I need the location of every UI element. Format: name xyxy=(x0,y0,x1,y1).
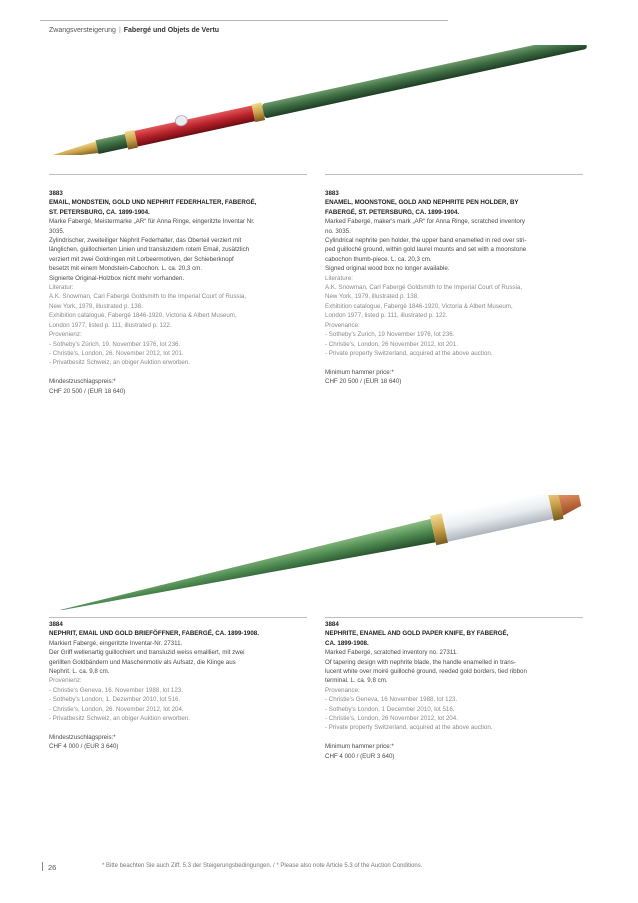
literature-line: Literature: xyxy=(325,274,353,282)
provenance-line: - Private property Switzerland, acquired at the above auction. xyxy=(325,724,493,732)
lot-number: 3884 xyxy=(325,621,339,628)
header-separator: | xyxy=(118,27,121,34)
lot-rule xyxy=(325,617,583,618)
pen-nib xyxy=(40,141,98,155)
provenance-line: - Sotheby's London, 1. Dezember 2010, lot 516. xyxy=(49,696,181,704)
pen-enamel-band xyxy=(134,105,255,146)
lot-title: NEPHRITE, ENAMEL AND GOLD PAPER KNIFE, BY FABERGÉ, xyxy=(325,630,509,638)
lot-title: CA. 1899-1908. xyxy=(325,639,369,647)
provenance-line: - Christie's, London, 26. November 2012, lot 204. xyxy=(49,705,184,713)
provenance-line: - Private property Switzerland, acquired at the above auction. xyxy=(325,349,493,357)
knife-nephrite-blade xyxy=(49,519,435,610)
description-line: länglichen, guillochierten Linien und transluzidem rotem Email, zusätzlich xyxy=(49,246,250,254)
description-line: terminal. L. ca. 9,8 cm. xyxy=(325,677,388,685)
lot-number: 3884 xyxy=(49,621,63,628)
lot-3884-de xyxy=(49,620,311,752)
provenance-line: - Privatbesitz Schweiz, an obiger Auktion erworben. xyxy=(49,715,191,723)
paper-knife-image xyxy=(40,495,590,610)
provenance-line: - Christie's Geneva, 16. November 1988, lot 123. xyxy=(49,686,183,694)
description-line: Of tapering design with nephrite blade, the handle enamelled in trans- xyxy=(325,658,516,666)
literature-line: Exhibition catalogue, Fabergé 1846-1920, Victoria & Albert Museum, xyxy=(49,312,237,320)
provenance-line: Provenienz: xyxy=(49,677,82,685)
page-number xyxy=(42,862,56,872)
lot-title: ST. PETERSBURG, CA. 1899-1904. xyxy=(49,208,150,216)
price-value: CHF 4 000 / (EUR 3 640) xyxy=(49,743,119,751)
description-line: verziert mit zwei Goldringen mit Lorbeermotiven, der Schieberknopf xyxy=(49,255,234,263)
lot-rule xyxy=(325,174,583,175)
lot-3883-en xyxy=(325,189,587,387)
lot-title: ENAMEL, MOONSTONE, GOLD AND NEPHRITE PEN HOLDER, BY xyxy=(325,199,519,207)
literature-line: New York, 1979, illustrated p. 138. xyxy=(325,293,419,301)
lot-rule xyxy=(49,617,307,618)
literature-line: London 1977, listed p. 111, illustrated p. 122. xyxy=(325,312,448,320)
knife-enamel-handle xyxy=(442,495,553,542)
page-number-text: 26 xyxy=(48,863,57,872)
lot-title: EMAIL, MONDSTEIN, GOLD UND NEPHRIT FEDERHALTER, FABERGÉ, xyxy=(49,199,257,207)
description-line: ped guilloché ground, within gold laurel mounts and set with a moonstone xyxy=(325,246,527,254)
description-line: Marke Fabergé, Meistermarke „AR“ für Anna Ringe, eingeritzte Inventar Nr. xyxy=(49,218,255,226)
provenance-line: - Christie's, London, 26 November 2012, lot 201. xyxy=(325,340,458,348)
description-line: Der Griff wellenartig guillochiert und transluzid weiss emailliert, mit zwei xyxy=(49,649,245,657)
price-label: Minimum hammer price:* xyxy=(325,743,394,751)
price-value: CHF 20 500 / (EUR 18 640) xyxy=(325,378,402,386)
footer-note: * Bitte beachten Sie auch Ziff. 5.3 der Steigerungsbedingungen. / * Please also note Article 5.3 of the Auction Conditions. xyxy=(102,863,423,869)
literature-line: London 1977, listed p. 111, illustrated p. 122. xyxy=(49,321,172,329)
provenance-line: Provenienz: xyxy=(49,331,82,339)
pen-nephrite-barrel xyxy=(262,45,588,119)
description-line: Nephrit. L. ca. 9,8 cm. xyxy=(49,668,110,676)
price-label: Mindestzuschlagspreis:* xyxy=(49,378,116,386)
literature-line: Exhibition catalogue, Fabergé 1846-1920, Victoria & Albert Museum, xyxy=(325,302,513,310)
description-line: Marked Fabergé, scratched inventory no. 27311. xyxy=(325,649,458,657)
header-section: Zwangsversteigerung xyxy=(49,27,116,34)
provenance-line: - Christie's, London, 26 November 2012, lot 204. xyxy=(325,715,458,723)
header-category: Fabergé und Objets de Vertu xyxy=(123,27,220,34)
description-line: cabochon thumb-piece. L. ca. 20,3 cm. xyxy=(325,255,432,263)
literature-line: Literatur: xyxy=(49,284,74,292)
description-line: Markiert Fabergé, eingeritzte Inventar-Nr. 27311. xyxy=(49,639,183,647)
description-line: no. 3035. xyxy=(325,227,351,235)
page-header xyxy=(49,27,219,34)
description-line: besetzt mit einem Mondstein-Cabochon. L. ca. 20,3 cm. xyxy=(49,265,203,273)
provenance-line: - Christie's, London, 26. November 2012, lot 201. xyxy=(49,349,184,357)
description-line: gerillten Goldbändern und Maschenmotiv als Aufsatz, die Klinge aus xyxy=(49,658,236,666)
provenance-line: - Christie's Geneva, 16 November 1988, lot 123. xyxy=(325,696,458,704)
description-line: Signierte Original-Holzbox nicht mehr vorhanden. xyxy=(49,274,185,282)
description-line: 3035. xyxy=(49,227,65,235)
description-line: Zylindrischer, zweiteiliger Nephrit Federhalter, das Oberteil verziert mit xyxy=(49,237,242,245)
price-label: Minimum hammer price:* xyxy=(325,368,394,376)
provenance-line: Provenance: xyxy=(325,686,360,694)
literature-line: New York, 1979, illustrated p. 138. xyxy=(49,302,143,310)
provenance-line: - Sotheby's London, 1 December 2010, lot 516. xyxy=(325,705,455,713)
header-rule xyxy=(40,20,448,21)
provenance-line: Provenance: xyxy=(325,321,360,329)
description-line: lucent white over moiré guilloché ground, reeded gold borders, tied ribbon xyxy=(325,668,527,676)
price-value: CHF 4 000 / (EUR 3 640) xyxy=(325,752,395,760)
provenance-line: - Privatbesitz Schweiz, an obiger Auktion erworben. xyxy=(49,359,191,367)
description-line: Cylindrical nephrite pen holder, the upper band enamelled in red over stri- xyxy=(325,237,527,245)
price-value: CHF 20 500 / (EUR 18 640) xyxy=(49,387,126,395)
lot-title: FABERGÉ, ST. PETERSBURG, CA. 1899-1904. xyxy=(325,208,460,216)
lot-title: NEPHRIT, EMAIL UND GOLD BRIEFÖFFNER, FABERGÉ, CA. 1899-1908. xyxy=(49,630,259,638)
lot-rule xyxy=(49,174,307,175)
lot-3884-en xyxy=(325,620,587,761)
literature-line: A.K. Snowman, Carl Fabergé Goldsmith to the Imperial Court of Russia, xyxy=(49,293,247,301)
description-line: Signed original wood box no longer available. xyxy=(325,265,450,273)
description-line: Marked Fabergé, maker's mark „AR“ for Anna Ringe, scratched inventory xyxy=(325,218,525,226)
lot-3883-de xyxy=(49,189,311,396)
lot-number: 3883 xyxy=(325,190,339,197)
lot-number: 3883 xyxy=(49,190,63,197)
pen-grip xyxy=(96,134,128,154)
price-label: Mindestzuschlagspreis:* xyxy=(49,733,116,741)
provenance-line: - Sotheby's Zürich, 19. November 1976, lot 236. xyxy=(49,340,181,348)
pen-holder-image xyxy=(40,45,590,155)
provenance-line: - Sotheby's Zurich, 19 November 1976, lot 236. xyxy=(325,331,455,339)
literature-line: A.K. Snowman, Carl Fabergé Goldsmith to the Imperial Court of Russia, xyxy=(325,284,523,292)
